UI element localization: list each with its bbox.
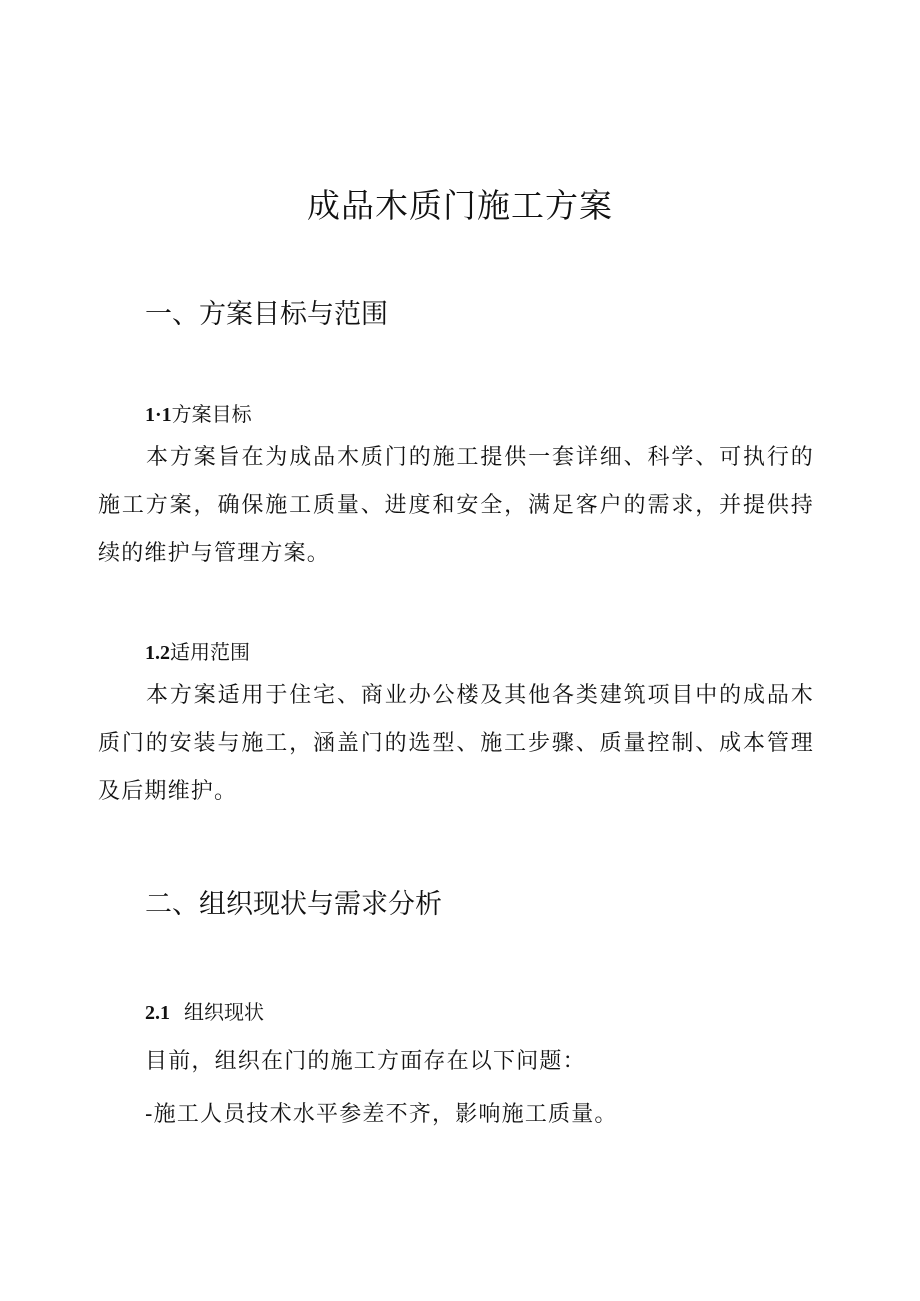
subsection-1-1-heading: [145, 398, 252, 427]
subsection-label: 组织现状: [184, 1000, 264, 1024]
body-line: -施工人员技术水平参差不齐，影响施工质量。: [145, 1102, 618, 1127]
subsection-number: 1.2: [145, 642, 170, 664]
subsection-2-1-heading: [145, 996, 264, 1025]
subsection-1-1-body: 本方案旨在为成品木质门的施工提供一套详细、科学、可执行的施工方案，确保施工质量、进度和安全，满足客户的需求，并提供持续的维护与管理方案。: [98, 445, 814, 566]
body-line: 目前，组织在门的施工方面存在以下问题：: [145, 1049, 586, 1074]
subsection-number: 1·1: [145, 404, 172, 426]
section-1-heading: 一、方案目标与范围: [145, 299, 388, 330]
subsection-label: 适用范围: [170, 640, 250, 664]
subsection-number: 2.1: [145, 1002, 170, 1024]
document-title: 成品木质门施工方案: [307, 186, 613, 225]
subsection-label: 方案目标: [171, 402, 252, 426]
subsection-1-2-heading: [145, 636, 250, 665]
subsection-1-2-body: 本方案适用于住宅、商业办公楼及其他各类建筑项目中的成品木质门的安装与施工，涵盖门的选型、施工步骤、质量控制、成本管理及后期维护。: [98, 683, 814, 804]
section-2-heading: 二、组织现状与需求分析: [145, 889, 442, 920]
